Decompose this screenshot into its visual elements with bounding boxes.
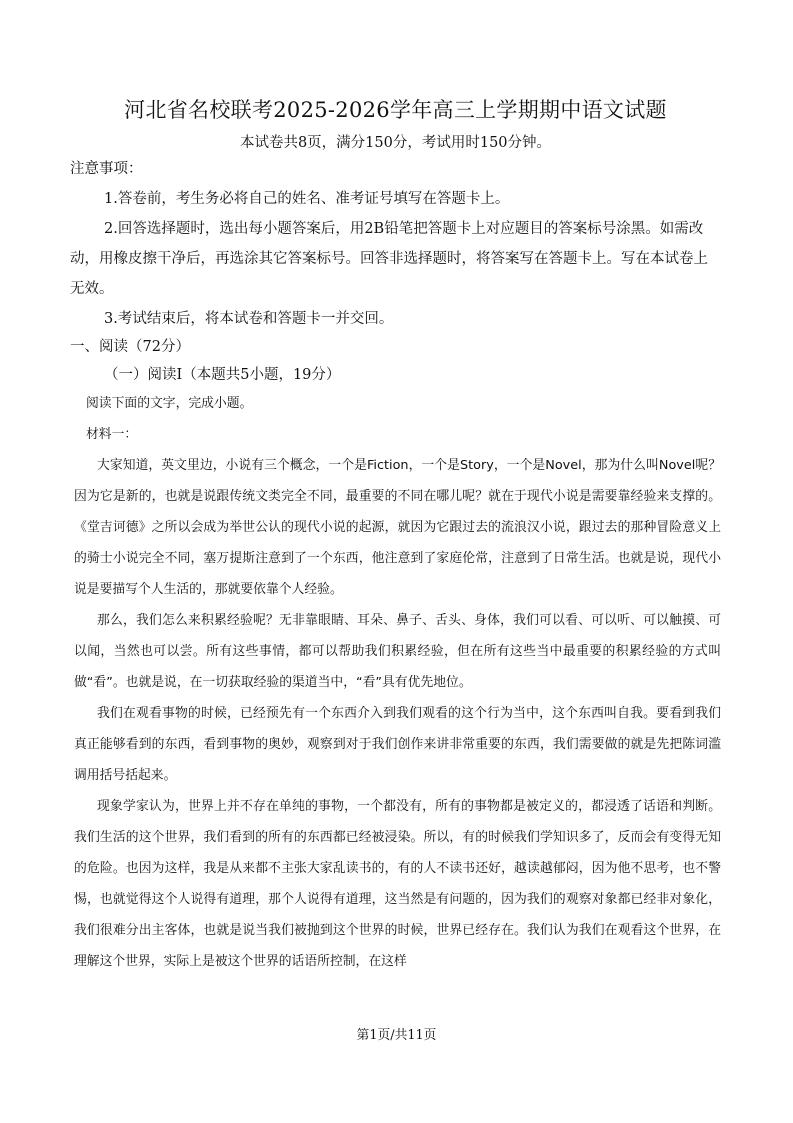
exam-subtitle: 本试卷共8页，满分150分，考试用时150分钟。 — [239, 135, 552, 151]
passage-paragraph-4: 现象学家认为，世界上并不存在单纯的事物，一个都没有，所有的事物都是被定义的，都浸透了话语和判断。我们生活的这个世界，我们看到的所有的东西都已经被浸染。所以，有的时候我们学知识多了，反而会有变得无知的危险。也因为这样，我是从来都不主张大家乱读书的，有的人不读书还好，越读越郁闷，因为他不思考，也不警惕，也就觉得这个人说得有道理，那个人说得有道理，这当然是有问题的，因为我们的观察对象都已经非对象化，我们很难分出主客体，也就是说当我们被抛到这个世界的时候，世界已经存在。我们认为我们在观看这个世界，在理解这个世界，实际上是被这个世界的话语所控制，在这样 — [74, 799, 721, 969]
note-item-1: 1.答卷前，考生务必将自己的姓名、准考证号填写在答题卡上。 — [104, 191, 510, 207]
passage-paragraph-2: 那么，我们怎么来积累经验呢？无非靠眼睛、耳朵、鼻子、舌头、身体，我们可以看、可以听、可以触摸、可以闻，当然也可以尝。所有这些事情，都可以帮助我们积累经验，但在所有这些当中最重要的积累经验的方式叫做“看”。也就是说，在一切获取经验的渠道当中，“看”具有优先地位。 — [74, 613, 721, 690]
material-label: 材料一： — [86, 427, 138, 442]
reading-passage — [70, 388, 721, 977]
exam-title: 河北省名校联考2025-2026学年高三上学期期中语文试题 — [124, 98, 667, 122]
notes-section — [70, 158, 721, 334]
notes-heading: 注意事项： — [70, 161, 143, 177]
section-heading: 一、阅读（72分） — [70, 339, 190, 355]
section-subheading: （一）阅读Ⅰ（本题共5小题，19分） — [104, 367, 341, 383]
page-number: 第1页/共11页 — [356, 1028, 437, 1043]
passage-paragraph-1: 大家知道，英文里边，小说有三个概念，一个是Fiction，一个是Story，一个是Novel，那为什么叫Novel呢？因为它是新的，也就是说跟传统文类完全不同，最重要的不同在哪儿呢？就在于现代小说是需要靠经验来支撑的。《堂吉诃德》之所以会成为举世公认的现代小说的起源，就因为它跟过去的流浪汉小说，跟过去的那种冒险意义上的骑士小说完全不同，塞万提斯注意到了一个东西，他注意到了家庭伦常，注意到了日常生活。也就是说，现代小说是要描写个人生活的，那就要依靠个人经验。 — [74, 458, 721, 597]
passage-paragraph-3: 我们在观看事物的时候，已经预先有一个东西介入到我们观看的这个行为当中，这个东西叫自我。要看到我们真正能够看到的东西，看到事物的奥妙，观察到对于我们创作来讲非常重要的东西，我们需要做的就是先把陈词滥调用括号括起来。 — [74, 706, 721, 783]
reading-instruction: 阅读下面的文字，完成小题。 — [86, 396, 253, 411]
note-item-2: 2.回答选择题时，选出每小题答案后，用2B铅笔把答题卡上对应题目的答案标号涂黑。如需改动，用橡皮擦干净后，再选涂其它答案标号。回答非选择题时，将答案写在答题卡上。写在本试卷上无效。 — [70, 221, 708, 297]
note-item-3: 3.考试结束后，将本试卷和答题卡一并交回。 — [104, 311, 394, 327]
